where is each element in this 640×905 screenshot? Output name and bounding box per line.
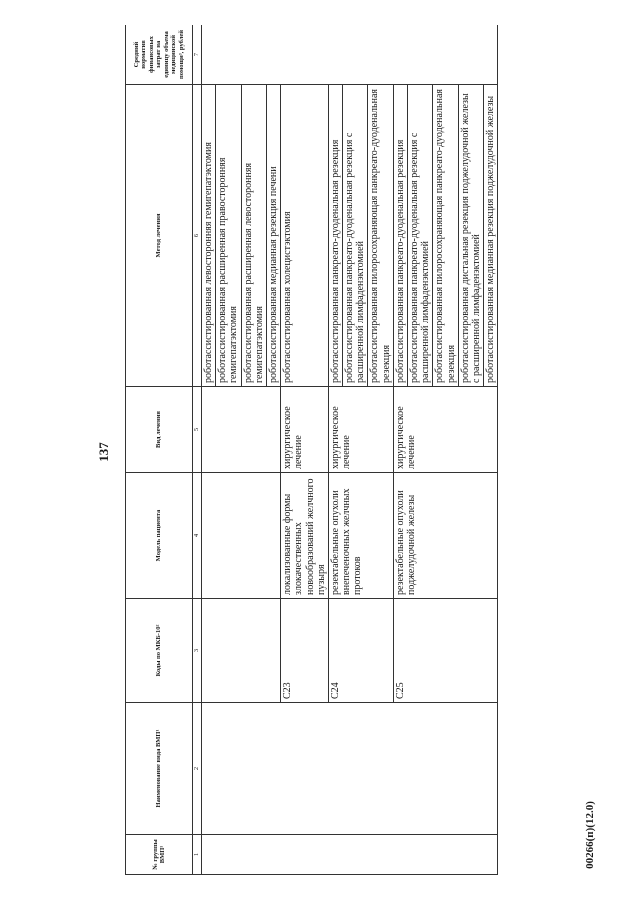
treatment-method-cell: роботассистированная пилоросохраняющая панкреато-дуоденальная резекция [433, 85, 458, 387]
header-group-number: № группы ВМП¹ [126, 835, 193, 875]
header-icd-codes: Коды по МКБ-10² [126, 599, 193, 703]
patient-model-cell: резектабельные опухоли поджелудочной железы [393, 473, 498, 599]
vmp-table [125, 25, 498, 875]
table-row [202, 25, 216, 875]
page-number [92, 432, 116, 472]
header-average-cost: Средний норматив финансовых затрат на единицу объема медицинской помощи³, рублей [126, 25, 193, 85]
treatment-type-cell: хирургическое лечение [281, 387, 329, 473]
treatment-method-cell: роботассистированная медианная резекция поджелудочной железы [484, 85, 498, 387]
vmp-name-cell [202, 703, 498, 835]
treatment-method-cell: роботассистированная панкреато-дуоденальная резекция с расширенной лимфаденэктомией [343, 85, 368, 387]
patient-model-cell: резектабельные опухоли внепеченочных желчных протоков [328, 473, 393, 599]
group-number-cell [202, 835, 498, 875]
vmp-table-container [125, 25, 565, 875]
average-cost-cell [202, 25, 498, 85]
treatment-method-cell: роботассистированная дистальная резекция поджелудочной железы с расширенной лимфаденэктомией [458, 85, 483, 387]
treatment-method-cell: роботассистированная расширенная левосторонняя гемигепатэктомия [241, 85, 266, 387]
treatment-method-cell: роботассистированная левосторонняя гемигепатэктомия [202, 85, 216, 387]
icd-code-cell: C25 [393, 599, 498, 703]
header-treatment-type: Вид лечения [126, 387, 193, 473]
treatment-method-cell: роботассистированная медианная резекция печени [266, 85, 280, 387]
header-vmp-name: Наименование вида ВМП¹ [126, 703, 193, 835]
header-patient-model: Модель пациента [126, 473, 193, 599]
treatment-type-cell: хирургическое лечение [393, 387, 498, 473]
icd-code-cell [202, 599, 281, 703]
treatment-method-cell: роботассистированная пилоросохраняющая панкреато-дуоденальная резекция [368, 85, 393, 387]
document-code [578, 795, 602, 875]
column-number: 1 [193, 835, 202, 875]
treatment-method-cell: роботассистированная панкреато-дуоденальная резекция [328, 85, 342, 387]
treatment-type-cell [202, 387, 281, 473]
column-number: 7 [193, 25, 202, 85]
column-number: 6 [193, 85, 202, 387]
column-number-row [193, 25, 202, 875]
vmp-table-rotated [125, 25, 565, 875]
treatment-method-cell: роботассистированная панкреато-дуоденальная резекция [393, 85, 407, 387]
header-treatment-method: Метод лечения [126, 85, 193, 387]
page-number-text: 137 [96, 442, 111, 462]
column-number: 5 [193, 387, 202, 473]
treatment-method-cell: роботассистированная панкреато-дуоденальная резекция с расширенной лимфаденэктомией [408, 85, 433, 387]
treatment-type-cell: хирургическое лечение [328, 387, 393, 473]
header-row [126, 25, 193, 875]
document-code-text: 00266(п)(12.0) [584, 801, 596, 869]
column-number: 2 [193, 703, 202, 835]
column-number: 3 [193, 599, 202, 703]
treatment-method-cell: роботассистированная расширенная правосторонняя гемигепатэктомия [216, 85, 241, 387]
patient-model-cell: локализованные формы злокачественных новообразований желчного пузыря [281, 473, 329, 599]
icd-code-cell: C23 [281, 599, 329, 703]
treatment-method-cell: роботассистированная холецистэктомия [281, 85, 329, 387]
icd-code-cell: C24 [328, 599, 393, 703]
patient-model-cell [202, 473, 281, 599]
column-number: 4 [193, 473, 202, 599]
